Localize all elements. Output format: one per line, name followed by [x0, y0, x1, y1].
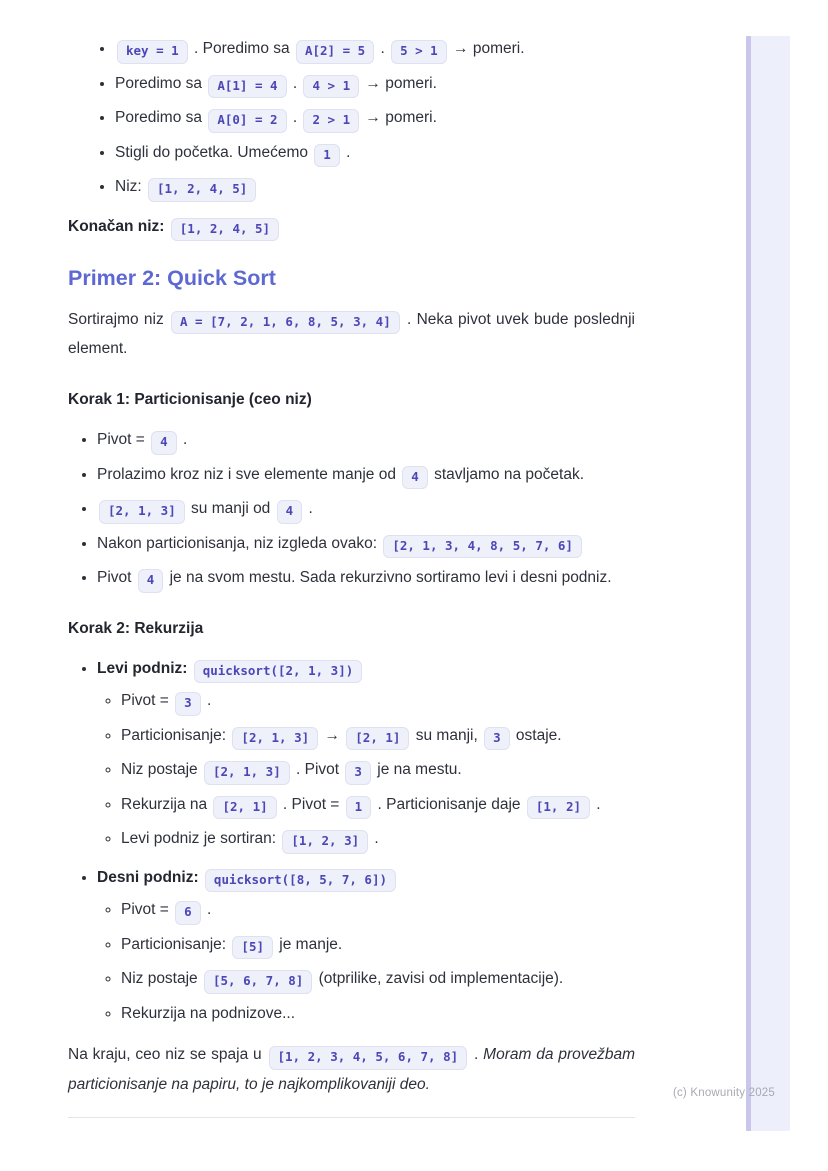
- text-run: .: [202, 692, 212, 710]
- text-run: Pivot: [97, 569, 136, 587]
- intro-paragraph: [68, 305, 635, 364]
- text-run: .: [202, 901, 212, 919]
- list-item: [121, 790, 635, 820]
- list-item: [97, 563, 635, 593]
- bold-text: Levi podniz:: [97, 659, 188, 677]
- code-chip: [5, 6, 7, 8]: [204, 970, 312, 994]
- text-run: stavljamo na početak.: [429, 465, 585, 483]
- recursion-list: [68, 654, 635, 1028]
- text-run: Niz:: [115, 178, 146, 195]
- code-chip: [1, 2]: [527, 796, 590, 820]
- list-item: [115, 103, 635, 133]
- text-run: Stigli do početka. Umećemo: [115, 143, 313, 161]
- text-run: [187, 660, 191, 677]
- text-run: [164, 218, 168, 235]
- text-run: .: [370, 830, 379, 848]
- code-chip: 3: [484, 727, 510, 751]
- text-run: je na mestu.: [372, 761, 462, 779]
- korak2-title: Korak 2: Rekurzija: [68, 619, 204, 637]
- code-chip: [1, 2, 4, 5]: [171, 218, 279, 242]
- code-chip: 1: [346, 796, 372, 820]
- code-chip: 2 > 1: [303, 109, 359, 133]
- list-item: [121, 895, 635, 925]
- code-chip: 4: [277, 500, 303, 524]
- text-run: Sortirajmo niz: [68, 310, 169, 328]
- korak1-title: Korak 1: Particionisanje (ceo niz): [68, 390, 312, 408]
- code-chip: quicksort([8, 5, 7, 6]): [205, 869, 396, 893]
- code-chip: A[1] = 4: [208, 75, 286, 99]
- code-chip: A = [7, 2, 1, 6, 8, 5, 3, 4]: [171, 311, 400, 335]
- text-run: Pivot =: [97, 431, 150, 449]
- text-run: → pomeri.: [361, 74, 437, 92]
- text-run: . Pivot =: [278, 795, 344, 813]
- code-chip: 4: [402, 466, 428, 490]
- text-run: .: [592, 795, 601, 813]
- list-item: [121, 721, 635, 751]
- code-chip: 5 > 1: [391, 40, 447, 64]
- list-item: [121, 964, 635, 994]
- code-chip: [5]: [232, 936, 273, 960]
- code-chip: 3: [345, 761, 371, 785]
- text-run: →: [320, 726, 345, 744]
- text-run: → pomeri.: [361, 109, 437, 126]
- text-run: je manje.: [275, 935, 343, 953]
- code-chip: [2, 1, 3]: [232, 727, 318, 751]
- text-run: .: [341, 143, 351, 161]
- korak1-list: [68, 425, 635, 593]
- code-chip: [2, 1, 3]: [204, 761, 290, 785]
- desni-podniz-sublist: [97, 895, 635, 1028]
- text-run: .: [178, 431, 188, 449]
- text-run: su manji,: [411, 726, 483, 744]
- list-item: [97, 529, 635, 559]
- levi-podniz-label: [97, 660, 364, 677]
- text-run: .: [376, 40, 390, 57]
- list-item: [121, 686, 635, 716]
- list-item: [115, 138, 635, 168]
- text-run: Niz postaje: [121, 761, 202, 779]
- scrollbar-track[interactable]: [746, 36, 790, 1131]
- text-run: ostaje.: [511, 726, 562, 744]
- list-item: [97, 460, 635, 490]
- closing-paragraph: [68, 1040, 635, 1099]
- code-chip: 4 > 1: [303, 75, 359, 99]
- list-item: [115, 172, 635, 202]
- watermark: (c) Knowunity 2025: [672, 1087, 775, 1099]
- list-item: [97, 494, 635, 524]
- text-run: Particionisanje:: [121, 935, 231, 953]
- code-chip: [1, 2, 3, 4, 5, 6, 7, 8]: [269, 1046, 468, 1070]
- text-run: . Particionisanje daje: [373, 795, 525, 813]
- text-run: Poredimo sa: [115, 109, 207, 126]
- text-run: .: [288, 109, 302, 126]
- heading-primer2: Primer 2: Quick Sort: [68, 266, 276, 290]
- text-run: su manji od: [186, 500, 275, 518]
- list-item: [115, 69, 635, 99]
- bold-text: Desni podniz:: [97, 868, 199, 886]
- text-run: Pivot =: [121, 692, 174, 710]
- final-array-line: [68, 212, 635, 242]
- text-run: → pomeri.: [448, 40, 525, 57]
- code-chip: A[2] = 5: [296, 40, 374, 64]
- text-run: . Poredimo sa: [189, 40, 294, 57]
- code-chip: 4: [138, 569, 164, 593]
- code-chip: [1, 2, 4, 5]: [148, 178, 256, 202]
- code-chip: 6: [175, 901, 201, 925]
- text-run: Niz postaje: [121, 970, 202, 988]
- text-run: Prolazimo kroz niz i sve elemente manje od: [97, 465, 401, 483]
- text-run: Particionisanje:: [121, 726, 231, 744]
- text-run: .: [304, 500, 313, 518]
- text-run: Rekurzija na: [121, 795, 212, 813]
- list-item: [121, 930, 635, 960]
- text-run: Poredimo sa: [115, 74, 207, 92]
- code-chip: [2, 1, 3, 4, 8, 5, 7, 6]: [383, 535, 582, 559]
- code-chip: [2, 1]: [213, 796, 276, 820]
- italic-text: Moram da provežbam particionisanje na papiru, to je najkomplikovaniji deo.: [68, 1046, 635, 1093]
- text-run: .: [288, 74, 302, 92]
- bold-text: Konačan niz:: [68, 217, 165, 235]
- text-run: Levi podniz je sortiran:: [121, 830, 281, 848]
- text-run: Pivot =: [121, 901, 174, 919]
- text-run: Nakon particionisanja, niz izgleda ovako:: [97, 534, 382, 552]
- text-run: Na kraju, ceo niz se spaja u: [68, 1046, 267, 1064]
- code-chip: key = 1: [117, 40, 188, 64]
- text-run: (otprilike, zavisi od implementacije).: [314, 970, 564, 988]
- levi-podniz-item: [97, 654, 635, 854]
- list-item: [97, 425, 635, 455]
- text-run: je na svom mestu. Sada rekurzivno sortiramo levi i desni podniz.: [165, 569, 612, 587]
- code-chip: 1: [314, 144, 340, 168]
- divider: [68, 1117, 635, 1118]
- code-chip: quicksort([2, 1, 3]): [194, 660, 363, 684]
- code-chip: A[0] = 2: [208, 109, 286, 133]
- text-run: . Neka pivot uvek bude poslednji element.: [68, 310, 635, 358]
- levi-podniz-sublist: [97, 686, 635, 854]
- list-item: [121, 999, 635, 1028]
- content-column: [68, 28, 635, 1118]
- code-chip: 4: [151, 431, 177, 455]
- list-item: [115, 34, 635, 64]
- list-item: [121, 824, 635, 854]
- desni-podniz-label: [97, 869, 398, 886]
- text-run: . Pivot: [291, 761, 344, 779]
- list-item: [121, 755, 635, 785]
- code-chip: [2, 1]: [346, 727, 409, 751]
- code-chip: 3: [175, 692, 201, 716]
- text-run: [199, 869, 203, 886]
- code-chip: [1, 2, 3]: [282, 830, 368, 854]
- text-run: .: [469, 1046, 484, 1064]
- desni-podniz-item: [97, 863, 635, 1028]
- text-run: Rekurzija na podnizove...: [121, 1004, 296, 1022]
- intro-list: [68, 34, 635, 202]
- code-chip: [2, 1, 3]: [99, 500, 185, 524]
